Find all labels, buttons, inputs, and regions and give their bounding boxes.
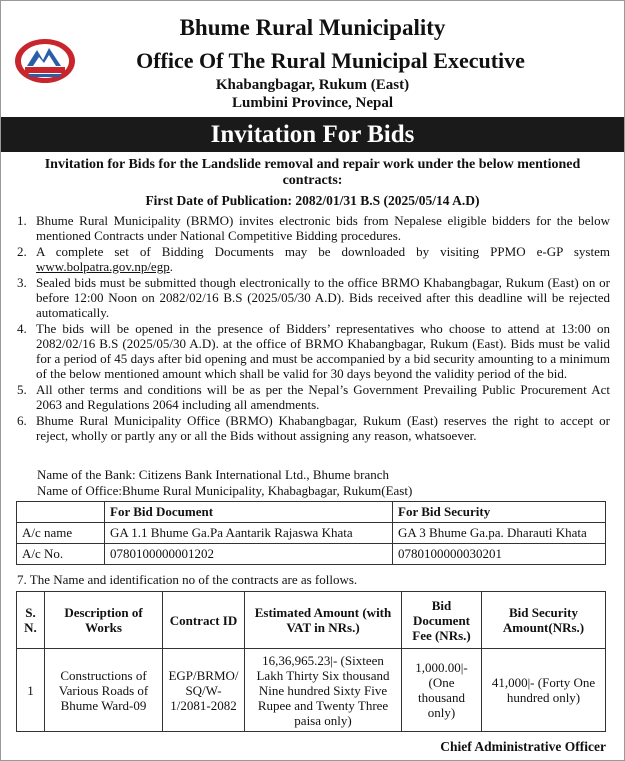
list-item bbox=[17, 382, 610, 412]
list-item bbox=[17, 321, 610, 382]
table-row bbox=[17, 523, 606, 544]
intro-text: Invitation for Bids for the Landslide removal and repair work under the below mentioned contracts: bbox=[44, 157, 581, 188]
table-header: S. N. bbox=[17, 592, 45, 649]
item-number: 1. bbox=[17, 213, 27, 228]
municipality-name: Bhume Rural Municipality bbox=[179, 15, 446, 40]
list-item bbox=[17, 244, 610, 274]
item-text: All other terms and conditions will be as per the Nepal’s Government Prevailing Public Procurement Act 2063 and Regulations 2064 including all amendments. bbox=[36, 381, 610, 412]
table-header-row bbox=[17, 592, 606, 649]
item-text-end: . bbox=[169, 259, 173, 274]
table-cell: EGP/BRMO/ SQ/W-1/2081-2082 bbox=[163, 649, 245, 732]
table-cell: Constructions of Various Roads of Bhume Ward-09 bbox=[45, 649, 163, 732]
table-header: Contract ID bbox=[163, 592, 245, 649]
table-cell: 16,36,965.23|- (Sixteen Lakh Thirty Six thousand Nine hundred Sixty Five Rupee and Twenty Three paisa only) bbox=[245, 649, 402, 732]
table-header: Bid Document Fee (NRs.) bbox=[402, 592, 482, 649]
table-header: For Bid Document bbox=[105, 502, 393, 523]
table-cell: GA 1.1 Bhume Ga.Pa Aantarik Rajaswa Khata bbox=[105, 523, 393, 544]
address-line-1: Khabangbagar, Rukum (East) bbox=[215, 77, 410, 93]
table-header bbox=[17, 502, 105, 523]
table-cell: GA 3 Bhume Ga.pa. Dharauti Khata bbox=[393, 523, 606, 544]
item-number: 6. bbox=[17, 412, 27, 428]
table-header: Bid Security Amount(NRs.) bbox=[482, 592, 606, 649]
table-cell: A/c name bbox=[17, 523, 105, 544]
contracts-table bbox=[16, 591, 606, 732]
table-header: Description of Works bbox=[45, 592, 163, 649]
item-text: Bhume Rural Municipality Office (BRMO) Khabangbagar, Rukum (East) reserves the right to accept or reject, wholly or partly any or all the Bids without assigning any reason, whatsoever. bbox=[36, 412, 610, 443]
list-item bbox=[17, 413, 610, 443]
bank-name: Name of the Bank: Citizens Bank International Ltd., Bhume branch bbox=[37, 467, 389, 482]
item-number: 4. bbox=[17, 320, 27, 336]
item-text: Sealed bids must be submitted though electronically to the office BRMO Khabangbagar, Rukum (East) on or before 12:00 Noon on 2082/02/16 B.S (2025/05/30 A.D). Bids received after this deadline will be rejected automatically. bbox=[36, 274, 610, 320]
item-text: The bids will be opened in the presence of Bidders’ representatives who choose to attend at 13:00 on 2082/02/16 B.S (2025/05/30 A.D). at the office of BRMO Khabangbagar, Rukum (East). Bids must be valid for a period of 45 days after bid opening and must be accompanied by a bid security amounting to a minimum of the below mentioned amount which shall be valid for 30 days beyond the validity period of the bid. bbox=[36, 320, 610, 382]
list-item bbox=[17, 213, 610, 243]
table-row bbox=[17, 544, 606, 565]
office-name: Office Of The Rural Municipal Executive bbox=[136, 48, 525, 73]
table-cell: A/c No. bbox=[17, 544, 105, 565]
table-header: Estimated Amount (with VAT in NRs.) bbox=[245, 592, 402, 649]
item-number: 2. bbox=[17, 243, 27, 259]
office-name-line: Name of Office:Bhume Rural Municipality, Khabagbagar, Rukum(East) bbox=[37, 483, 413, 498]
table-header: For Bid Security bbox=[393, 502, 606, 523]
publication-date: First Date of Publication: 2082/01/31 B.S (2025/05/14 A.D) bbox=[145, 193, 480, 208]
terms-list bbox=[17, 213, 610, 443]
table-row bbox=[17, 649, 606, 732]
page-title: Invitation For Bids bbox=[1, 117, 624, 152]
item-number: 3. bbox=[17, 274, 27, 290]
item-text: Bhume Rural Municipality (BRMO) invites electronic bids from Nepalese eligible bidders for the below mentioned Contracts under National Competitive Bidding procedures. bbox=[36, 213, 610, 244]
address-line-2: Lumbini Province, Nepal bbox=[232, 95, 393, 111]
table-cell: 0780100000001202 bbox=[105, 544, 393, 565]
contracts-note: 7. The Name and identification no of the contracts are as follows. bbox=[17, 572, 358, 587]
bank-account-table bbox=[16, 501, 606, 565]
egp-link[interactable]: www.bolpatra.gov.np/egp bbox=[36, 259, 170, 274]
table-header-row bbox=[17, 502, 606, 523]
table-cell: 1,000.00|- (One thousand only) bbox=[402, 649, 482, 732]
table-cell: 0780100000030201 bbox=[393, 544, 606, 565]
item-number: 5. bbox=[17, 381, 27, 397]
header bbox=[1, 1, 624, 117]
table-cell: 41,000|- (Forty One hundred only) bbox=[482, 649, 606, 732]
item-text: A complete set of Bidding Documents may be downloaded by visiting PPMO e-GP system bbox=[36, 243, 610, 259]
signoff: Chief Administrative Officer bbox=[440, 739, 606, 754]
list-item bbox=[17, 275, 610, 321]
table-cell: 1 bbox=[17, 649, 45, 732]
